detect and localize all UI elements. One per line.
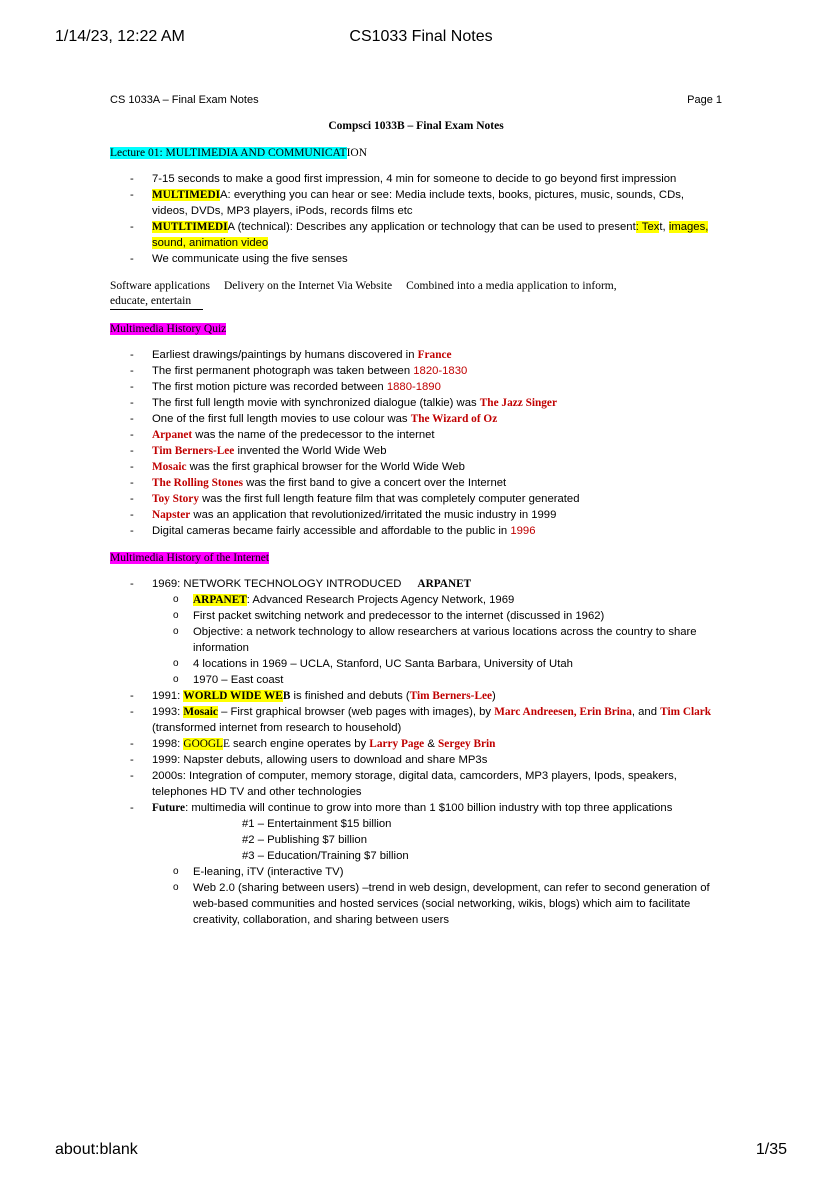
applications-line: Software applications Delivery on the Internet Via Website Combined into a media application to inform, educate, entertain [110,279,722,310]
quiz-item: - Mosaic was the first graphical browser for the World Wide Web [110,459,722,475]
list-item: - Future: multimedia will continue to grow into more than 1 $100 billion industry with top three applications #1 – Entertainment $15 billion #2 – Publishing $7 billion #3 – Education/Training $7 billion o E-leaning, iTV (interactive TV) o Web 2.0 (sharing between users) –trend in web design, development, can refer to second generation of web-based communities and hosted services (social networking, wikis, blogs) which aim to facilitate creativity, collaboration, and sharing between users [110,800,722,928]
quiz-answer: Napster [152,509,191,521]
lecture-heading-rest: ION [346,147,368,159]
quiz-answer: Arpanet [152,429,193,441]
quiz-item: - The first full length movie with synchronized dialogue (talkie) was The Jazz Singer [110,395,722,411]
sub-item: o 4 locations in 1969 – UCLA, Stanford, UC Santa Barbara, University of Utah [152,656,722,672]
quiz-answer: France [417,349,452,361]
quiz-heading: Multimedia History Quiz [110,323,227,335]
list-item: - 2000s: Integration of computer, memory storage, digital data, camcorders, MP3 players, Ipods, speakers, telephones HD TV and other technologies [110,768,722,800]
quiz-item: - Earliest drawings/paintings by humans discovered in France [110,347,722,363]
quiz-answer: Toy Story [152,493,199,505]
print-datetime: 1/14/23, 12:22 AM [55,28,185,45]
quiz-item: - The Rolling Stones was the first band to give a concert over the Internet [110,475,722,491]
lecture-heading-highlight: Lecture 01: MULTIMEDIA AND COMMUNICAT [110,147,347,159]
print-url: about:blank [55,1141,138,1158]
list-item: - 1993: Mosaic – First graphical browser (web pages with images), by Marc Andreesen, Erin Brina, and Tim Clark (transformed internet from research to household) [110,704,722,736]
quiz-item: - Napster was an application that revolutionized/irritated the music industry in 1999 [110,507,722,523]
print-page-title: CS1033 Final Notes [349,28,493,45]
running-header-page: Page 1 [687,94,722,106]
quiz-item: - Toy Story was the first full length feature film that was completely computer generated [110,491,722,507]
sub-item: o ARPANET: Advanced Research Projects Agency Network, 1969 [152,592,722,608]
quiz-answer: Tim Berners-Lee [152,445,235,457]
highlight-text: images, sound, animation video [152,221,709,249]
sub-list [152,864,722,928]
sub-item: o First packet switching network and predecessor to the internet (discussed in 1962) [152,608,722,624]
lecture-bullets [110,171,722,267]
list-item: - MUTLTIMEDIA (technical): Describes any application or technology that can be used to present: Text, images, sound, animation video [110,219,722,251]
quiz-item: - Digital cameras became fairly accessible and affordable to the public in 1996 [110,523,722,539]
sub-item: o E-leaning, iTV (interactive TV) [152,864,722,880]
future-rank-item: #1 – Entertainment $15 billion [242,818,392,830]
quiz-answer: 1996 [510,525,536,537]
internet-heading: Multimedia History of the Internet [110,552,270,564]
future-rank-item: #2 – Publishing $7 billion [242,834,367,846]
quiz-item: - Tim Berners-Lee invented the World Wide Web [110,443,722,459]
quiz-answer: Mosaic [152,461,187,473]
sub-list [152,592,722,688]
quiz-answer: The Jazz Singer [479,397,557,409]
running-header-left: CS 1033A – Final Exam Notes [110,94,259,106]
quiz-item: - One of the first full length movies to use colour was The Wizard of Oz [110,411,722,427]
running-header [110,92,722,108]
sub-item: o Objective: a network technology to allow researchers at various locations across the country to share information [152,624,722,656]
quiz-answer: 1820-1830 [413,365,468,377]
future-rank-item: #3 – Education/Training $7 billion [242,850,409,862]
highlight-term: MULTIMEDI [152,189,221,201]
list-item: - 1999: Napster debuts, allowing users to download and share MP3s [110,752,722,768]
list-item: - 1969: NETWORK TECHNOLOGY INTRODUCED ARPANET o ARPANET: Advanced Research Projects Agency Network, 1969 o First packet switching network and predecessor to the internet (discussed in 1962) o Objective: a network technology to allow researchers at various locations across the country to share information o 4 locations in 1969 – UCLA, Stanford, UC Santa Barbara, University of Utah o 1970 – East coast [110,576,722,688]
quiz-answer: The Wizard of Oz [410,413,498,425]
quiz-answer: 1880-1890 [386,381,441,393]
document-page [110,92,722,928]
print-header [55,28,787,50]
quiz-item: - The first motion picture was recorded between 1880-1890 [110,379,722,395]
list-item: - 1998: GOOGLE search engine operates by Larry Page & Sergey Brin [110,736,722,752]
print-page-count: 1/35 [755,1141,787,1158]
quiz-list [110,347,722,539]
sub-item: o Web 2.0 (sharing between users) –trend in web design, development, can refer to second generation of web-based communities and hosted services (social networking, wikis, blogs) which aim to facilitate creativity, collaboration, and sharing between users [152,880,722,928]
list-item: - 7-15 seconds to make a good first impression, 4 min for someone to decide to go beyond first impression [110,171,722,187]
list-item: - MULTIMEDIA: everything you can hear or see: Media include texts, books, pictures, music, sounds, CDs, videos, DVDs, MP3 players, iPods, records films etc [110,187,722,219]
quiz-item: - The first permanent photograph was taken between 1820-1830 [110,363,722,379]
list-item: - We communicate using the five senses [110,251,722,267]
list-item: - 1991: WORLD WIDE WEB is finished and debuts (Tim Berners-Lee) [110,688,722,704]
highlight-term: MUTLTIMEDI [152,221,228,233]
internet-list [110,576,722,928]
document-title: Compsci 1033B – Final Exam Notes [328,120,504,132]
print-footer [55,1141,787,1163]
quiz-answer: The Rolling Stones [152,477,244,489]
lecture-heading [110,145,722,161]
sub-item: o 1970 – East coast [152,672,722,688]
quiz-item: - Arpanet was the name of the predecessor to the internet [110,427,722,443]
